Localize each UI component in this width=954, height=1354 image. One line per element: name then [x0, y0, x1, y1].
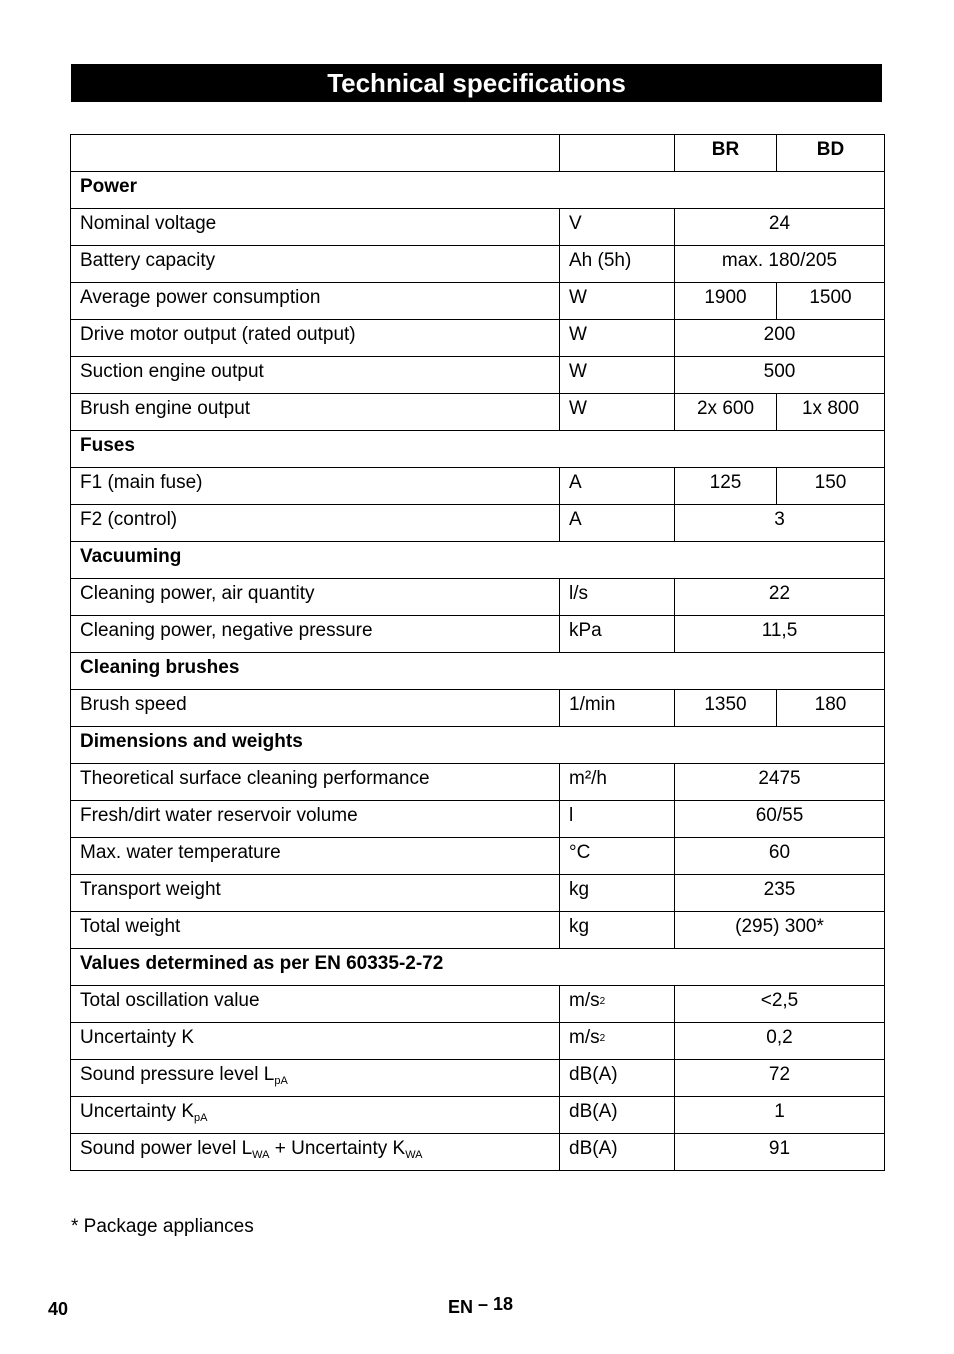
page-title: Technical specifications — [71, 64, 882, 102]
row-unit — [560, 1023, 675, 1060]
row-value: 2475 — [675, 764, 885, 801]
table-row — [71, 1134, 885, 1171]
page-number: 40 — [48, 1299, 69, 1319]
row-label: Uncertainty K — [71, 1023, 560, 1060]
row-unit: W — [560, 394, 675, 431]
row-label: F1 (main fuse) — [71, 468, 560, 505]
table-row — [71, 912, 885, 949]
row-value: max. 180/205 — [675, 246, 885, 283]
label-text: Sound power level L — [80, 1138, 253, 1159]
row-label: Average power consumption — [71, 283, 560, 320]
row-unit: kPa — [560, 616, 675, 653]
row-label: Brush engine output — [71, 394, 560, 431]
row-unit: Ah (5h) — [560, 246, 675, 283]
row-value: 1 — [675, 1097, 885, 1134]
footnote: * Package appliances — [71, 1216, 254, 1237]
row-label: Total weight — [71, 912, 560, 949]
label-subscript: pA — [194, 1112, 208, 1124]
row-value: 22 — [675, 579, 885, 616]
row-label: Suction engine output — [71, 357, 560, 394]
row-value: 0,2 — [675, 1023, 885, 1060]
row-value-br: 125 — [675, 468, 777, 505]
row-label: Fresh/dirt water reservoir volume — [71, 801, 560, 838]
row-unit: W — [560, 320, 675, 357]
row-unit: dB(A) — [560, 1097, 675, 1134]
row-unit: kg — [560, 912, 675, 949]
section-page-number: – 18 — [478, 1294, 514, 1314]
unit-text: m/s — [569, 1027, 600, 1048]
row-unit: 1/min — [560, 690, 675, 727]
section-fuses: Fuses — [71, 431, 885, 468]
row-label — [71, 1097, 560, 1134]
row-value-br: 2x 600 — [675, 394, 777, 431]
table-row — [71, 690, 885, 727]
row-unit — [560, 986, 675, 1023]
table-row — [71, 505, 885, 542]
row-value: 60/55 — [675, 801, 885, 838]
page-language-label — [448, 1294, 514, 1318]
row-value: 11,5 — [675, 616, 885, 653]
row-value-bd: 1500 — [777, 283, 885, 320]
label-subscript: WA — [252, 1149, 270, 1161]
row-label: Battery capacity — [71, 246, 560, 283]
row-label: Nominal voltage — [71, 209, 560, 246]
table-row — [71, 1097, 885, 1134]
section-cleaning-brushes: Cleaning brushes — [71, 653, 885, 690]
row-unit: A — [560, 468, 675, 505]
table-row — [71, 838, 885, 875]
row-value-br: 1900 — [675, 283, 777, 320]
row-value: 24 — [675, 209, 885, 246]
header-br: BR — [675, 135, 777, 172]
table-row — [71, 357, 885, 394]
section-row — [71, 949, 885, 986]
row-value-br: 1350 — [675, 690, 777, 727]
row-value: (295) 300* — [675, 912, 885, 949]
row-unit: dB(A) — [560, 1134, 675, 1171]
row-unit: m²/h — [560, 764, 675, 801]
section-dimensions: Dimensions and weights — [71, 727, 885, 764]
section-row — [71, 172, 885, 209]
section-values: Values determined as per EN 60335-2-72 — [71, 949, 885, 986]
row-value: 235 — [675, 875, 885, 912]
row-label: Theoretical surface cleaning performance — [71, 764, 560, 801]
table-row — [71, 579, 885, 616]
table-row — [71, 320, 885, 357]
row-label — [71, 1134, 560, 1171]
section-row — [71, 653, 885, 690]
row-unit: A — [560, 505, 675, 542]
table-row — [71, 986, 885, 1023]
section-power: Power — [71, 172, 885, 209]
unit-superscript: 2 — [599, 996, 606, 1007]
row-label — [71, 1060, 560, 1097]
row-value: 60 — [675, 838, 885, 875]
row-value-bd: 1x 800 — [777, 394, 885, 431]
table-row — [71, 468, 885, 505]
section-row — [71, 542, 885, 579]
table-row — [71, 764, 885, 801]
unit-superscript: 2 — [599, 1033, 606, 1044]
row-unit: dB(A) — [560, 1060, 675, 1097]
row-label: Drive motor output (rated output) — [71, 320, 560, 357]
header-unit-empty — [560, 135, 675, 172]
label-text: Sound pressure level L — [80, 1064, 275, 1085]
label-subscript-2: WA — [405, 1149, 423, 1161]
section-row — [71, 431, 885, 468]
table-row — [71, 246, 885, 283]
row-unit: V — [560, 209, 675, 246]
spec-table — [70, 134, 885, 1171]
row-unit: l — [560, 801, 675, 838]
table-header-row — [71, 135, 885, 172]
row-unit: kg — [560, 875, 675, 912]
section-vacuuming: Vacuuming — [71, 542, 885, 579]
header-empty — [71, 135, 560, 172]
label-text-2: + Uncertainty K — [269, 1138, 406, 1159]
row-label: Cleaning power, air quantity — [71, 579, 560, 616]
table-row — [71, 283, 885, 320]
label-subscript: pA — [274, 1075, 288, 1087]
table-row — [71, 209, 885, 246]
row-label: Cleaning power, negative pressure — [71, 616, 560, 653]
table-row — [71, 1060, 885, 1097]
table-row — [71, 875, 885, 912]
row-unit: W — [560, 283, 675, 320]
unit-text: m/s — [569, 990, 600, 1011]
table-row — [71, 801, 885, 838]
section-row — [71, 727, 885, 764]
row-unit: W — [560, 357, 675, 394]
row-unit: l/s — [560, 579, 675, 616]
row-label: Max. water temperature — [71, 838, 560, 875]
row-value-bd: 180 — [777, 690, 885, 727]
row-value-bd: 150 — [777, 468, 885, 505]
row-value: 3 — [675, 505, 885, 542]
table-row — [71, 1023, 885, 1060]
language-code: EN — [448, 1297, 474, 1317]
row-value: 200 — [675, 320, 885, 357]
row-value: <2,5 — [675, 986, 885, 1023]
row-label: Brush speed — [71, 690, 560, 727]
row-label: Total oscillation value — [71, 986, 560, 1023]
row-unit: °C — [560, 838, 675, 875]
row-value: 91 — [675, 1134, 885, 1171]
row-value: 72 — [675, 1060, 885, 1097]
label-text: Uncertainty K — [80, 1101, 195, 1122]
row-label: F2 (control) — [71, 505, 560, 542]
row-label: Transport weight — [71, 875, 560, 912]
header-bd: BD — [777, 135, 885, 172]
table-row — [71, 394, 885, 431]
row-value: 500 — [675, 357, 885, 394]
table-row — [71, 616, 885, 653]
